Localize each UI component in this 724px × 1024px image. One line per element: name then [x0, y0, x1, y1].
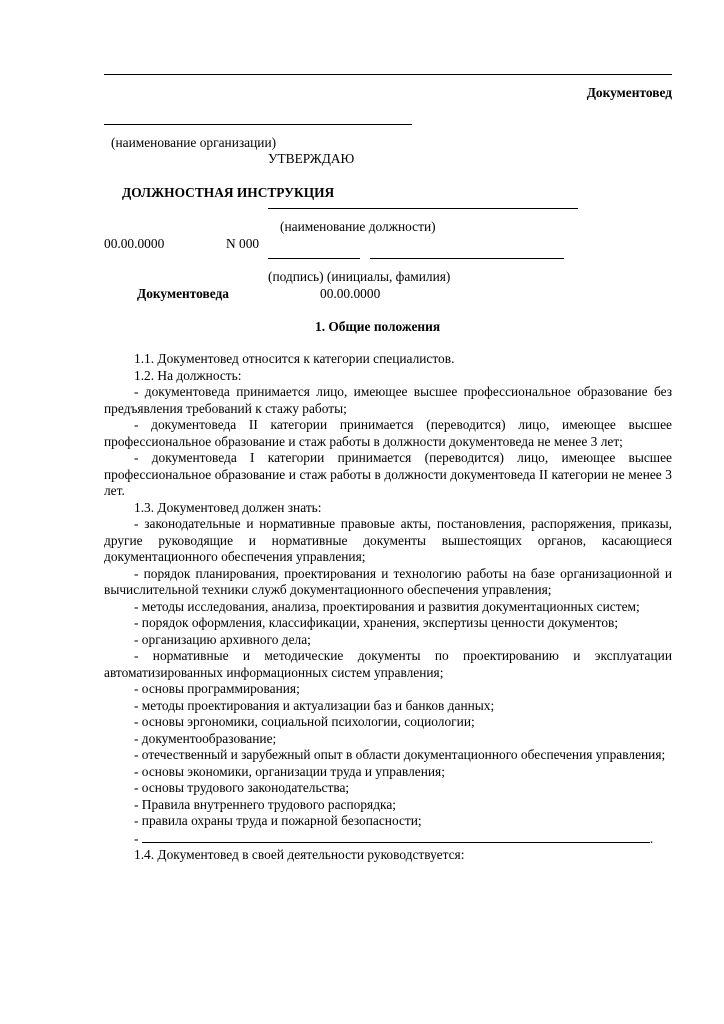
blank-item-dash: - [134, 830, 139, 846]
list-item: - основы программирования; [134, 681, 300, 696]
blank-fill-line [142, 830, 650, 843]
top-rule [104, 74, 672, 75]
list-item: - документоведа I категории принимается (переводится) лицо, имеющее высшее профессиональное образование и стаж работы в должности документоведа II категории не менее 3 лет. [104, 450, 672, 498]
list-item: - Правила внутреннего трудового распорядка; [134, 796, 396, 812]
blank-item-end: . [649, 830, 654, 846]
section-title: 1. Общие положения [315, 319, 441, 334]
approve-date: 00.00.0000 [320, 286, 381, 301]
list-item: - порядок планирования, проектирования и технологию работы на базе организационной и вычислительной техники служб документационного обеспечения управления; [104, 565, 672, 597]
list-item: - основы трудового законодательства; [134, 780, 350, 795]
document-number: N 000 [226, 236, 260, 251]
list-item: - документоведа принимается лицо, имеющее высшее профессиональное образование без предъявления требований к стажу работы; [104, 384, 672, 416]
approve-label: УТВЕРЖДАЮ [268, 151, 355, 166]
name-line [370, 258, 564, 259]
paragraph: 1.1. Документовед относится к категории специалистов. [134, 351, 455, 366]
paragraph: 1.4. Документовед в своей деятельности руководствуется: [134, 847, 465, 862]
document-date: 00.00.0000 [104, 236, 165, 251]
signature-line [268, 258, 360, 259]
paragraph: 1.2. На должность: [134, 367, 242, 383]
list-item: - отечественный и зарубежный опыт в области документационного обеспечения управления; [134, 747, 666, 762]
list-item: - нормативные и методические документы по проектированию и эксплуатации автоматизированных информационных систем управления; [104, 648, 672, 680]
position-caption: (наименование должности) [280, 219, 436, 234]
list-item: - методы исследования, анализа, проектирования и развития документационных систем; [134, 598, 640, 614]
body-text [104, 351, 672, 864]
list-item: - методы проектирования и актуализации баз и банков данных; [134, 697, 495, 713]
organization-line [104, 124, 412, 125]
position-line [268, 208, 578, 209]
list-item: - порядок оформления, классификации, хранения, экспертизы ценности документов; [134, 615, 619, 630]
signature-caption: (подпись) (инициалы, фамилия) [268, 269, 451, 284]
list-item: - основы экономики, организации труда и управления; [134, 763, 445, 779]
blank-list-item [104, 830, 672, 848]
list-item: - правила охраны труда и пожарной безопасности; [134, 813, 422, 828]
list-item: - законодательные и нормативные правовые акты, постановления, распоряжения, приказы, другие руководящие и нормативные документы вышестоящих органов, касающиеся документационного обеспечения управления; [104, 516, 672, 564]
list-item: - документообразование; [134, 730, 277, 746]
list-item: - основы эргономики, социальной психологии, социологии; [134, 714, 475, 729]
document-title: ДОЛЖНОСТНАЯ ИНСТРУКЦИЯ [122, 185, 335, 200]
document-label: Документовед [586, 85, 672, 100]
list-item: - организацию архивного дела; [134, 631, 311, 647]
list-item: - документоведа II категории принимается (переводится) лицо, имеющее высшее профессиональное образование и стаж работы в должности документоведа не менее 3 лет; [104, 417, 672, 449]
paragraph: 1.3. Документовед должен знать: [134, 499, 322, 515]
position-name: Документоведа [137, 286, 229, 301]
organization-caption: (наименование организации) [111, 135, 277, 150]
